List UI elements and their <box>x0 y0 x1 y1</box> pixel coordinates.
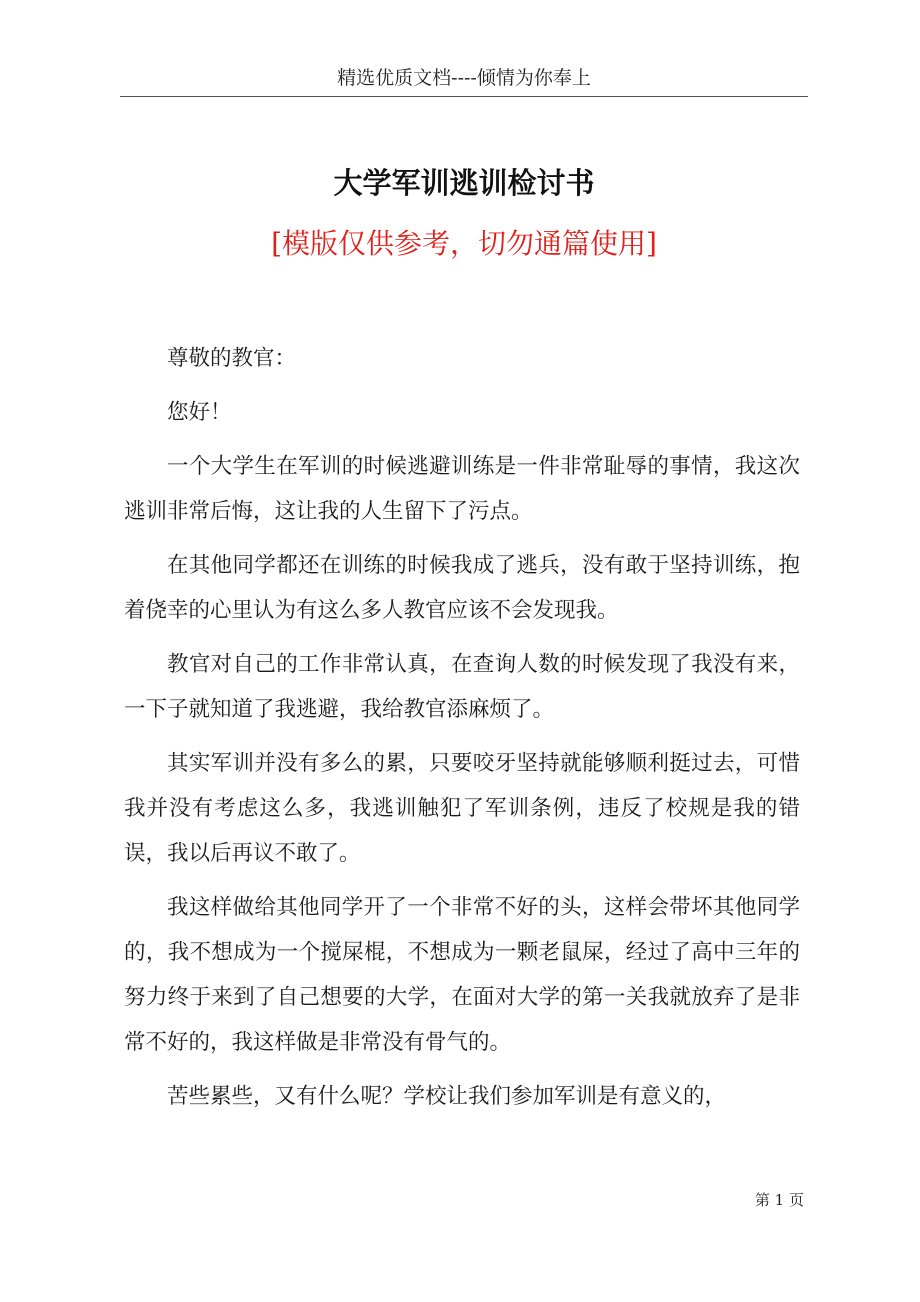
body-paragraph: 一个大学生在军训的时候逃避训练是一件非常耻辱的事情，我这次逃训非常后悔，这让我的人生留下了污点。 <box>124 454 800 524</box>
body-paragraph: 在其他同学都还在训练的时候我成了逃兵，没有敢于坚持训练，抱着侥幸的心里认为有这么多人教官应该不会发现我。 <box>124 553 800 623</box>
body-paragraph: 教官对自己的工作非常认真，在查询人数的时候发现了我没有来，一下子就知道了我逃避，我给教官添麻烦了。 <box>124 652 800 722</box>
greeting: 您好！ <box>167 400 232 425</box>
document-body <box>124 336 800 1128</box>
body-paragraph: 我这样做给其他同学开了一个非常不好的头，这样会带坏其他同学的，我不想成为一个搅屎棍，不想成为一颗老鼠屎，经过了高中三年的努力终于来到了自己想要的大学，在面对大学的第一关我就放弃了是非常不好的，我这样做是非常没有骨气的。 <box>124 895 800 1055</box>
document-title: 大学军训逃训检讨书 <box>333 166 595 200</box>
page-header: 精选优质文档----倾情为你奉上 <box>337 67 591 89</box>
page-number: 第 1 页 <box>754 1191 804 1209</box>
document-subtitle: [模版仅供参考，切勿通篇使用] <box>271 227 657 260</box>
body-paragraph: 苦些累些，又有什么呢？学校让我们参加军训是有意义的， <box>167 1084 727 1109</box>
salutation: 尊敬的教官： <box>167 346 297 371</box>
header-divider <box>120 96 808 97</box>
body-paragraph: 其实军训并没有多么的累，只要咬牙坚持就能够顺利挺过去，可惜我并没有考虑这么多，我逃训触犯了军训条例，违反了校规是我的错误，我以后再议不敢了。 <box>124 751 800 866</box>
